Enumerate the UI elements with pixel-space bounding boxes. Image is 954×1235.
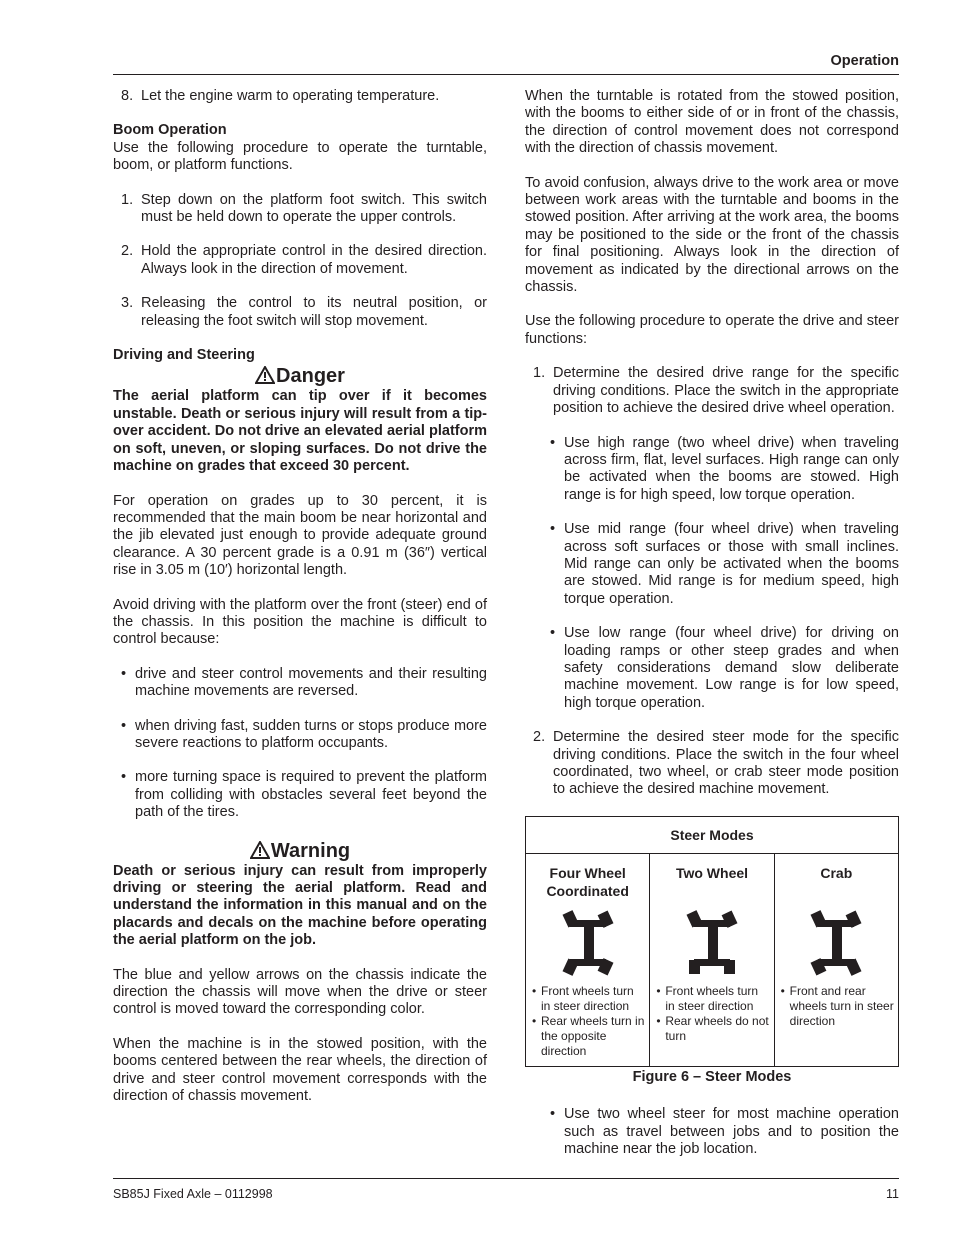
list-item [113, 666, 487, 701]
bullet-dot: • [121, 769, 127, 786]
step-text: Determine the desired steer mode for the specific driving conditions. Place the switch in the four wheel coordinated, two wheel, or crab steer mode position to achieve the desired machine movement. [553, 729, 899, 798]
warning-heading [113, 839, 487, 863]
warning-triangle-icon [255, 366, 275, 384]
bullet-text: drive and steer control movements and their resulting machine movements are reversed. [135, 665, 487, 700]
bullet-dot: • [550, 434, 556, 451]
document-id: SB85J Fixed Axle – 0112998 [113, 1187, 273, 1201]
grades-paragraph: For operation on grades up to 30 percent, it is recommended that the main boom be near horizontal and the jib elevated just enough to provide adequate ground clearance. A 30 percent grade is a 0.91 m (36″) vertical rise in 3.05 m (10′) horizontal length. [113, 492, 487, 579]
confusion-paragraph: To avoid confusion, always drive to the work area or move between work areas with the turntable and booms in the stowed position. After arriving at the work area, the booms may be positioned to the side or the front of the chassis for final positioning. Always look in the direction of movement as indicated by the directional arrows on the chassis. [525, 174, 899, 296]
four-wheel-steer-icon [562, 910, 614, 976]
step-text: Hold the appropriate control in the desired direction. Always look in the direction of movement. [141, 243, 487, 277]
steer-mode-notes [532, 984, 645, 1059]
bullet-text: Use high range (two wheel drive) when traveling across firm, flat, level surfaces. High range can only be activated when the booms are stowed. High range is for high speed, low torque operation. [564, 434, 899, 503]
warning-text: Death or serious injury can result from improperly driving or steering the aerial platform. Read and understand the information in this manual and on the placards and decals on the machine before operating the aerial platform on the job. [113, 862, 487, 949]
list-item: • Rear wheels turn in the opposite direction [532, 1013, 645, 1058]
boom-step [113, 192, 487, 227]
step-text: Determine the desired drive range for the specific driving conditions. Place the switch in the appropriate position to achieve the desired drive wheel operation. [553, 365, 899, 417]
list-item: • Front wheels turn in steer direction [532, 983, 634, 1013]
two-wheel-steer-icon [686, 910, 738, 976]
note-text: Rear wheels do not turn [665, 1013, 769, 1043]
list-item: • Rear wheels do not turn [656, 1013, 769, 1043]
steer-mode-four-wheel [526, 854, 650, 1066]
steer-mode-title: Two Wheel [675, 864, 749, 881]
warning-triangle-icon [250, 841, 270, 859]
step-number: 1. [533, 365, 546, 382]
bullet-dot: • [121, 717, 127, 734]
step-text: Releasing the control to its neutral position, or releasing the foot switch will stop movement. [141, 295, 487, 329]
steer-modes-title: Steer Modes [526, 817, 898, 854]
bullet-dot: • [550, 1106, 556, 1123]
danger-text: The aerial platform can tip over if it becomes unstable. Death or serious injury will result from a tip-over accident. Do not drive an elevated aerial platform on soft, uneven, or sloping surfaces. Do not drive the machine on grades that exceed 30 percent. [113, 388, 487, 475]
step-number: 1. [121, 191, 134, 208]
list-item: • Front and rear wheels turn in steer direction [780, 983, 894, 1028]
list-item [525, 625, 899, 712]
list-item [525, 435, 899, 505]
step-number: 2. [121, 243, 134, 260]
driving-steering-heading: Driving and Steering [113, 347, 255, 364]
list-item [525, 521, 899, 608]
warning-title: Warning [270, 839, 351, 862]
section-title: Operation [830, 53, 899, 69]
list-item [113, 769, 487, 821]
step-number: 2. [533, 729, 546, 746]
page-header [113, 52, 899, 75]
arrows-paragraph: The blue and yellow arrows on the chassis indicate the direction the chassis will move when the drive or steer control is moved toward the corresponding color. [113, 966, 487, 1018]
boom-step [113, 295, 487, 330]
drive-step-2 [525, 729, 899, 799]
avoid-paragraph: Avoid driving with the platform over the front (steer) end of the chassis. In this position the machine is difficult to control because: [113, 596, 487, 648]
bullet-text: Use mid range (four wheel drive) when traveling across soft surfaces or those with small inclines. Mid range can only be activated when the booms are stowed. Mid range is for medium speed, high torque operation. [564, 521, 899, 607]
steer-mode-notes [656, 984, 769, 1044]
step-8 [113, 88, 487, 105]
boom-intro: Use the following procedure to operate the turntable, boom, or platform functions. [113, 139, 487, 174]
stowed-paragraph: When the machine is in the stowed position, with the booms centered between the rear wheels, the direction of drive and steer control movement corresponds with the direction of chassis movement. [113, 1035, 487, 1105]
step-number: 3. [121, 295, 134, 312]
drive-step-1 [525, 365, 899, 417]
crab-steer-icon [810, 910, 862, 976]
list-item [113, 718, 487, 753]
bullet-dot: • [550, 625, 556, 642]
bullet-dot: • [550, 521, 556, 538]
left-column [113, 88, 487, 1122]
bullet-text: Use two wheel steer for most machine operation such as travel between jobs and to position the machine near the job location. [564, 1106, 899, 1158]
steer-mode-title: Crab [820, 864, 853, 881]
page-footer [113, 1178, 899, 1201]
procedure-paragraph: Use the following procedure to operate the drive and steer functions: [525, 313, 899, 347]
list-item [525, 1106, 899, 1158]
bullet-text: Use low range (four wheel drive) for driving on loading ramps or other steep grades and when safety considerations demand slow deliberate machine movement. Low range is for low speed, high torque operation. [564, 625, 899, 711]
boom-operation-heading: Boom Operation [113, 122, 227, 139]
step-text: Let the engine warm to operating temperature. [141, 88, 440, 104]
steer-mode-notes [781, 984, 894, 1029]
steer-modes-table [525, 816, 899, 1067]
note-text: Front wheels turn in steer direction [665, 983, 759, 1013]
right-column [525, 88, 899, 1175]
note-text: Front and rear wheels turn in steer direction [789, 983, 894, 1028]
list-item: • Front wheels turn in steer direction [656, 983, 759, 1013]
note-text: Rear wheels turn in the opposite direction [541, 1013, 645, 1058]
steer-mode-crab [775, 854, 898, 1066]
note-text: Front wheels turn in steer direction [541, 983, 634, 1013]
step-number: 8. [121, 88, 134, 104]
turntable-paragraph: When the turntable is rotated from the stowed position, with the booms to either side of or in front of the chassis, the direction of control movement does not correspond with the direction of chassis movement. [525, 88, 899, 157]
bullet-text: when driving fast, sudden turns or stops produce more severe reactions to platform occupants. [135, 717, 487, 751]
steer-mode-title: Four Wheel Coordinated [546, 864, 629, 899]
steer-mode-two-wheel [650, 854, 774, 1066]
bullet-text: more turning space is required to prevent the platform from colliding with obstacles several feet beyond the path of the tires. [135, 769, 487, 821]
danger-title: Danger [276, 365, 345, 388]
bullet-dot: • [121, 665, 127, 682]
figure-caption: Figure 6 – Steer Modes [632, 1068, 792, 1085]
step-text: Step down on the platform foot switch. This switch must be held down to operate the upper controls. [141, 191, 487, 226]
danger-heading [113, 364, 487, 388]
boom-step [113, 243, 487, 278]
steer-modes-columns [526, 854, 898, 1066]
page-number: 11 [886, 1187, 899, 1201]
